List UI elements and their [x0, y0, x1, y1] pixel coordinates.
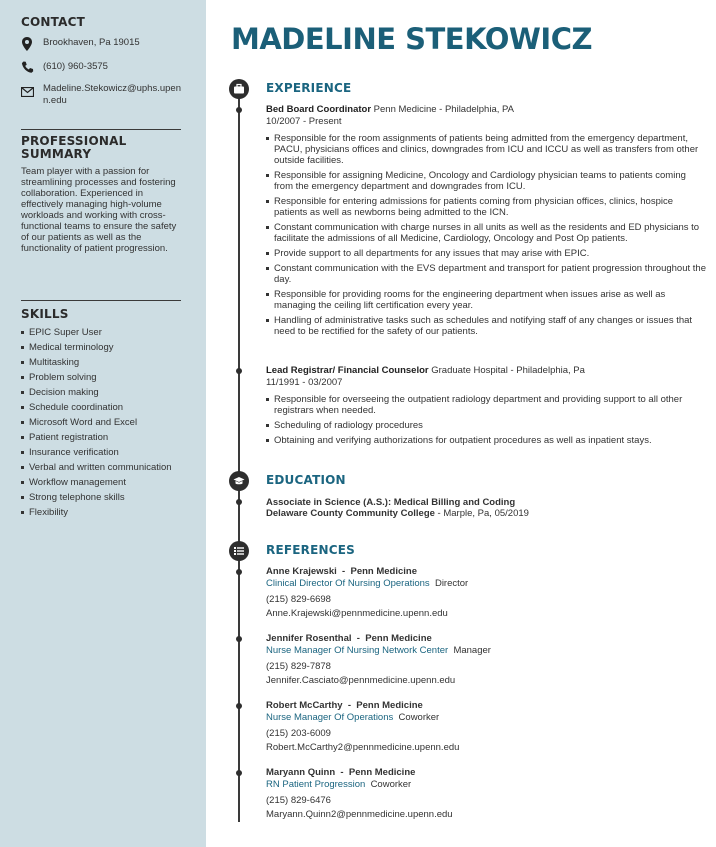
job-bullet: Responsible for the room assignments of patients being admitted from the emergency department, PACU, physicians offices and clinics, downgrades from ICU and ICCU as well as transfers from other outside facilities.: [266, 133, 706, 166]
email-text[interactable]: Madeline.Stekowicz@uphs.upenn.edu: [43, 83, 181, 106]
skill-item: Insurance verification: [21, 447, 191, 458]
job-bullet: Responsible for providing rooms for the engineering department when issues arise as well as managing the ceiling lift certification every year.: [266, 289, 706, 311]
reference-email[interactable]: Robert.McCarthy2@pennmedicine.upenn.edu: [266, 742, 460, 753]
job-bullet: Responsible for overseeing the outpatient radiology department and providing support to all other registrars when needed.: [266, 394, 706, 416]
education-heading: EDUCATION: [266, 473, 346, 487]
reference-name: Maryann Quinn: [266, 767, 336, 778]
degree: Associate in Science (A.S.): Medical Billing and Coding: [266, 497, 516, 508]
skill-item: Verbal and written communication: [21, 462, 191, 473]
list-icon: [229, 541, 249, 561]
skill-item: Flexibility: [21, 507, 191, 518]
location-text: Brookhaven, Pa 19015: [43, 37, 140, 48]
skill-item: Schedule coordination: [21, 402, 191, 413]
phone-icon: [21, 61, 35, 75]
skill-item: EPIC Super User: [21, 327, 191, 338]
divider: [21, 300, 181, 301]
experience-heading: EXPERIENCE: [266, 81, 352, 95]
reference-relation: Director: [434, 578, 469, 589]
school-location: - Marple, Pa, 05/2019: [434, 508, 529, 519]
graduation-cap-icon: [229, 471, 249, 491]
skill-item: Problem solving: [21, 372, 191, 383]
job-bullet: Obtaining and verifying authorizations for outpatient procedures as well as inpatient stays.: [266, 435, 706, 446]
skill-item: Medical terminology: [21, 342, 191, 353]
job-bullet: Provide support to all departments for any issues that may arise with EPIC.: [266, 248, 706, 259]
reference-org: Penn Medicine: [356, 700, 423, 711]
envelope-icon: [21, 87, 35, 101]
reference-entry: Robert McCarthy - Penn Medicine Nurse Manager Of Operations Coworker (215) 203-6009 Robert.McCarthy2@pennmedicine.upenn.edu: [266, 700, 686, 754]
timeline-dot: [236, 703, 242, 709]
job-entry: [266, 104, 706, 341]
divider: [21, 129, 181, 130]
reference-relation: Manager: [453, 645, 491, 656]
reference-email[interactable]: Maryann.Quinn2@pennmedicine.upenn.edu: [266, 809, 453, 820]
reference-relation: Coworker: [398, 712, 440, 723]
reference-email[interactable]: Jennifer.Casciato@pennmedicine.upenn.edu: [266, 675, 456, 686]
job-dates: 11/1991 - 03/2007: [266, 377, 343, 388]
skills-list: [21, 327, 191, 522]
briefcase-icon: [229, 79, 249, 99]
reference-relation: Coworker: [370, 779, 412, 790]
job-bullets: [266, 133, 706, 337]
education-entry: [266, 497, 686, 519]
reference-entry: Maryann Quinn - Penn Medicine RN Patient Progression Coworker (215) 829-6476 Maryann.Quinn2@pennmedicine.upenn.edu: [266, 767, 686, 821]
job-bullet: Responsible for assigning Medicine, Oncology and Cardiology physician teams to patients coming from the emergency department and downgrades from ICU.: [266, 170, 706, 192]
reference-phone[interactable]: (215) 203-6009: [266, 728, 331, 739]
job-bullets: [266, 394, 706, 446]
location-pin-icon: [21, 37, 35, 51]
reference-entry: Jennifer Rosenthal - Penn Medicine Nurse Manager Of Nursing Network Center Manager (215) 829-7878 Jennifer.Casciato@pennmedicine.upenn.edu: [266, 633, 686, 687]
job-bullet: Handling of administrative tasks such as schedules and notifying staff of any changes or issues that need to be rectified for the safety of our patients.: [266, 315, 706, 337]
reference-org: Penn Medicine: [348, 767, 416, 778]
skill-item: Workflow management: [21, 477, 191, 488]
skills-heading: SKILLS: [21, 307, 69, 321]
summary-heading: PROFESSIONAL SUMMARY: [21, 134, 127, 161]
timeline-dot: [236, 368, 242, 374]
job-title: Bed Board Coordinator: [266, 104, 372, 115]
timeline-dot: [236, 569, 242, 575]
reference-name: Jennifer Rosenthal: [266, 633, 352, 644]
candidate-name: MADELINE STEKOWICZ: [231, 22, 593, 56]
job-bullet: Constant communication with the EVS department and transport for patient progression throughout the day.: [266, 263, 706, 285]
job-title: Lead Registrar/ Financial Counselor: [266, 365, 429, 376]
reference-name: Anne Krajewski: [266, 566, 337, 577]
skill-item: Microsoft Word and Excel: [21, 417, 191, 428]
skill-item: Multitasking: [21, 357, 191, 368]
skill-item: Decision making: [21, 387, 191, 398]
timeline-dot: [236, 107, 242, 113]
reference-entry: Anne Krajewski - Penn Medicine Clinical Director Of Nursing Operations Director (215) 829-6698 Anne.Krajewski@pennmedicine.upenn.edu: [266, 566, 686, 620]
reference-org: Penn Medicine: [365, 633, 432, 644]
timeline-dot: [236, 636, 242, 642]
job-company: Penn Medicine - Philadelphia, PA: [373, 104, 514, 115]
job-company: Graduate Hospital - Philadelphia, Pa: [431, 365, 585, 376]
reference-title: Clinical Director Of Nursing Operations: [266, 578, 430, 589]
reference-phone[interactable]: (215) 829-6476: [266, 795, 331, 806]
timeline-dot: [236, 770, 242, 776]
reference-phone[interactable]: (215) 829-6698: [266, 594, 331, 605]
phone-text[interactable]: (610) 960-3575: [43, 61, 108, 72]
job-bullet: Scheduling of radiology procedures: [266, 420, 706, 431]
reference-email[interactable]: Anne.Krajewski@pennmedicine.upenn.edu: [266, 608, 448, 619]
job-entry: [266, 365, 706, 450]
reference-name: Robert McCarthy: [266, 700, 343, 711]
skill-item: Strong telephone skills: [21, 492, 191, 503]
reference-org: Penn Medicine: [350, 566, 417, 577]
school: Delaware County Community College: [266, 508, 435, 519]
job-bullet: Constant communication with charge nurses in all units as well as the residents and ED physicians to facilitate the admissions of all Medicine, Cardiology, Oncology and Post Op patients.: [266, 222, 706, 244]
job-dates: 10/2007 - Present: [266, 116, 342, 127]
skill-item: Patient registration: [21, 432, 191, 443]
timeline-line: [238, 92, 240, 822]
summary-text: Team player with a passion for streamlining processes and fostering collaboration. Experienced in effectively managing high-volume workloads and working with cross-functional teams to ensure the safety of our patients as well as the functionality of patient progression.: [21, 166, 177, 254]
reference-title: Nurse Manager Of Nursing Network Center: [266, 645, 449, 656]
reference-title: Nurse Manager Of Operations: [266, 712, 394, 723]
reference-title: RN Patient Progression: [266, 779, 366, 790]
timeline-dot: [236, 499, 242, 505]
job-bullet: Responsible for entering admissions for patients coming from physician offices, clinics, hospice patients as well as newborns being admitted to the ICN.: [266, 196, 706, 218]
references-heading: REFERENCES: [266, 543, 355, 557]
reference-phone[interactable]: (215) 829-7878: [266, 661, 331, 672]
contact-heading: CONTACT: [21, 15, 85, 29]
